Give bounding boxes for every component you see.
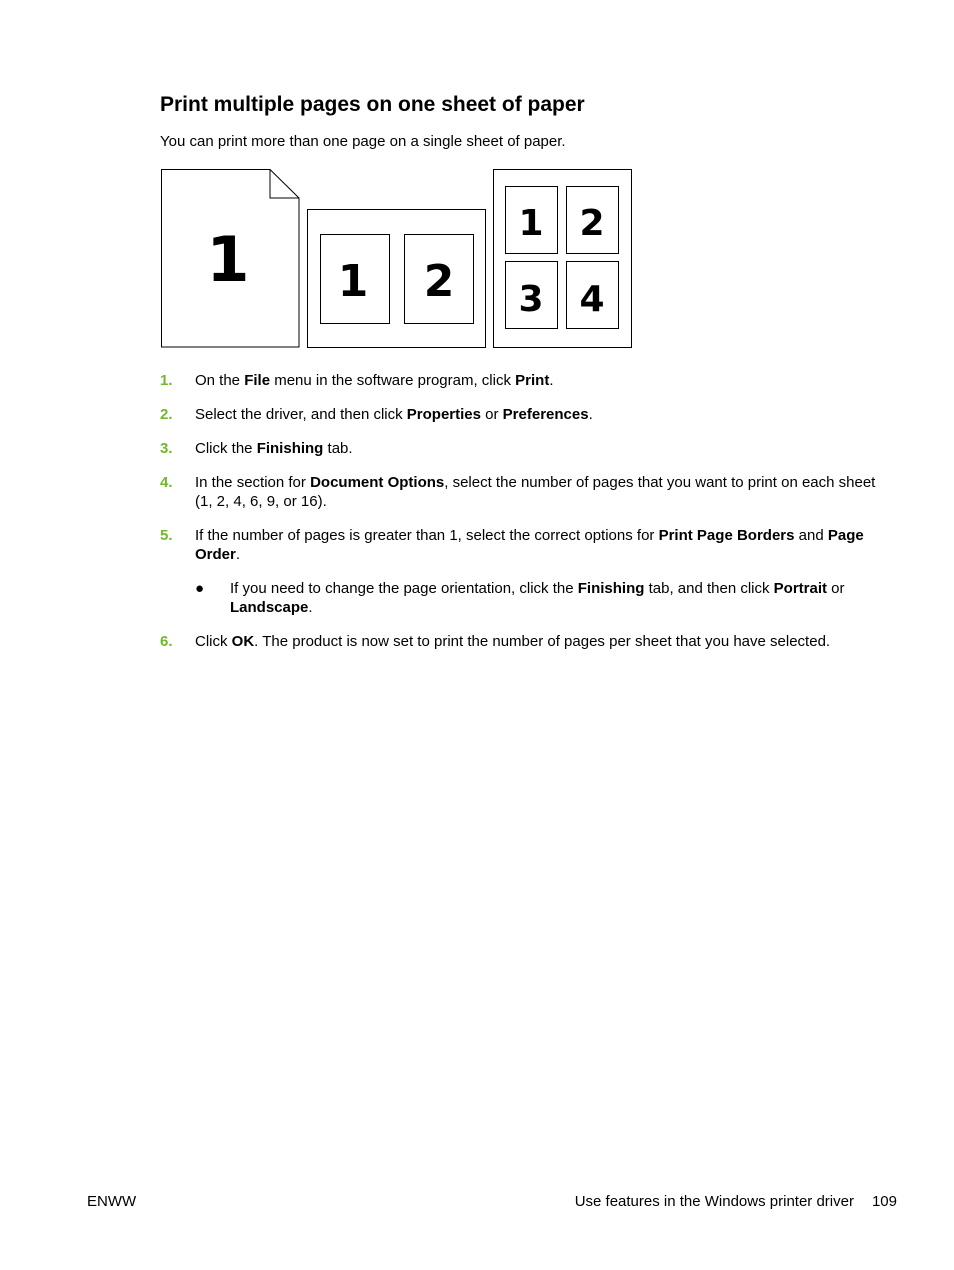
step-number: 3. xyxy=(160,440,173,457)
sheet-page-number: 1 xyxy=(337,256,369,307)
two-up-sheet xyxy=(308,210,486,348)
step-text: tab, and then click xyxy=(644,580,774,597)
step-body xyxy=(195,371,890,390)
ui-term: Document Options xyxy=(310,474,445,491)
intro-text: You can print more than one page on a single sheet of paper. xyxy=(160,133,566,150)
step-text: Click xyxy=(195,633,232,650)
step-body xyxy=(195,439,890,458)
page-number: 109 xyxy=(871,1193,897,1210)
step-text: . xyxy=(549,372,554,389)
ui-term: Print Page Borders xyxy=(658,527,795,544)
step-number: 1. xyxy=(160,372,173,389)
single-page-sheet xyxy=(162,170,300,348)
step-text: . xyxy=(588,406,593,423)
step-body xyxy=(195,405,890,424)
step-text: and xyxy=(794,527,828,544)
step-body xyxy=(195,526,890,564)
step-text: If the number of pages is greater than 1, select the correct options for xyxy=(195,527,659,544)
step-text: . xyxy=(235,546,241,563)
sheet-page-number: 3 xyxy=(518,279,544,320)
step-body xyxy=(195,473,890,511)
ui-term: Portrait xyxy=(773,580,828,597)
step-item xyxy=(160,371,890,390)
step-item xyxy=(160,405,890,424)
step-text: Select the driver, and then click xyxy=(195,406,407,423)
step-text: . The product is now set to print the number of pages per sheet that you have selected. xyxy=(254,633,831,650)
step-text: tab. xyxy=(323,440,353,457)
step-text: or xyxy=(827,580,845,597)
sheet-page-number: 4 xyxy=(579,279,605,320)
footer-right xyxy=(575,1193,897,1210)
step-item xyxy=(160,632,890,651)
step-text: On the xyxy=(195,372,245,389)
ui-term: File xyxy=(244,372,271,389)
step-item xyxy=(160,439,890,458)
step-text: , select the number of pages that you want to print on each sheet (1, 2, 4, 6, 9, or 16). xyxy=(195,474,876,510)
step-text: menu in the software program, click xyxy=(270,372,516,389)
step-text: . xyxy=(308,599,313,616)
footer-section-title: Use features in the Windows printer driver xyxy=(574,1193,854,1210)
step-text: Click the xyxy=(195,440,257,457)
page-title: Print multiple pages on one sheet of paper xyxy=(160,93,585,116)
ui-term: Preferences xyxy=(502,406,589,423)
step-item xyxy=(160,473,890,511)
pages-per-sheet-illustration xyxy=(160,168,634,350)
step-body xyxy=(195,632,890,651)
footer-label: ENWW xyxy=(87,1193,137,1210)
steps-list xyxy=(160,371,890,666)
ui-term: Landscape xyxy=(230,599,309,616)
ui-term: Properties xyxy=(406,406,481,423)
ui-term: Print xyxy=(515,372,550,389)
step-number: 2. xyxy=(160,406,173,423)
step-text: In the section for xyxy=(195,474,311,491)
step-number: 4. xyxy=(160,474,173,491)
step-number: 6. xyxy=(160,633,173,650)
sheet-page-number: 2 xyxy=(579,203,605,244)
ui-term: Page Order xyxy=(195,527,864,563)
sheet-page-number: 2 xyxy=(423,256,455,307)
step-text: If you need to change the page orientation, click the xyxy=(230,580,578,597)
step-number: 5. xyxy=(160,527,173,544)
ui-term: OK xyxy=(231,633,255,650)
bullet-icon: ● xyxy=(195,580,205,597)
sub-bullet-item xyxy=(195,579,890,617)
sheet-page-number: 1 xyxy=(206,223,250,296)
sheet-page-number: 1 xyxy=(518,203,544,244)
ui-term: Finishing xyxy=(577,580,645,597)
step-item xyxy=(160,526,890,617)
step-text: or xyxy=(480,406,503,423)
ui-term: Finishing xyxy=(256,440,324,457)
four-up-sheet xyxy=(494,170,632,348)
